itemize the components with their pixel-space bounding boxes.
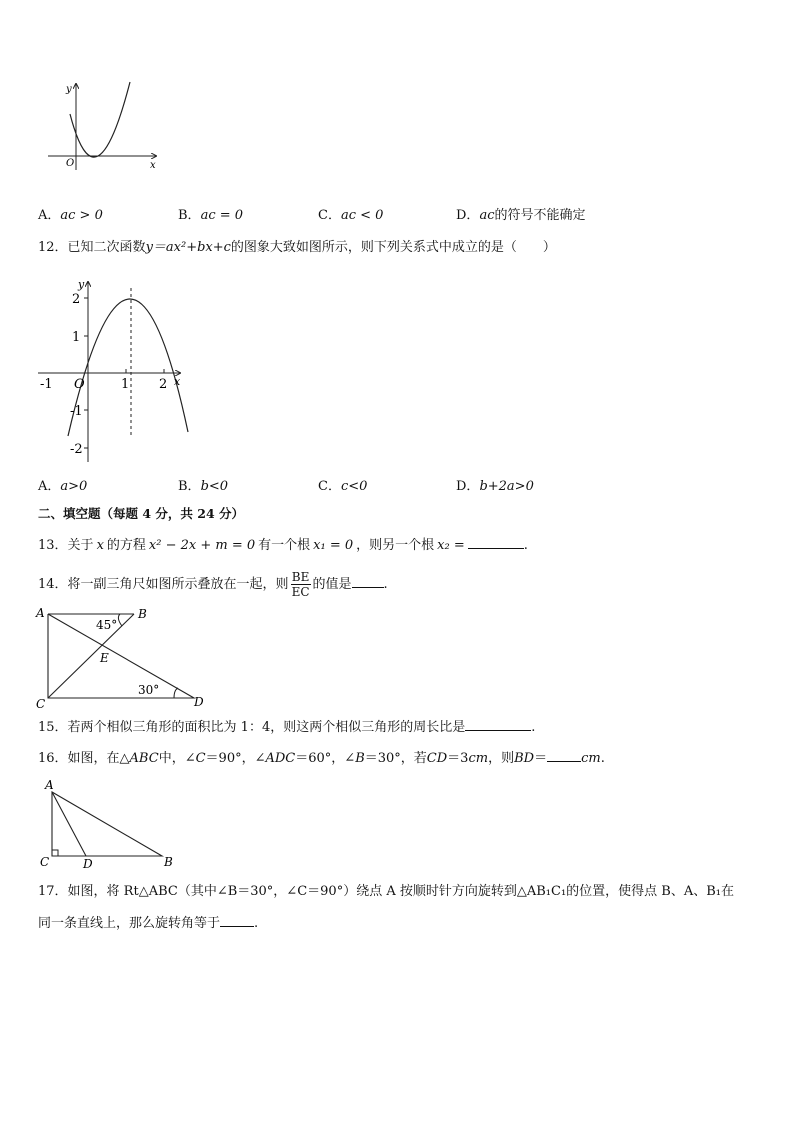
q16-triangle-figure [34,778,184,870]
q11-option-d-label: D． [456,208,480,223]
q12-option-d-text: b+2a>0 [479,479,534,494]
q13-text-2: 的方程 [106,538,146,553]
q16-text-1: 如图，在△ [67,751,130,766]
q12-option-d [456,478,534,496]
q12-stem-post: 的图象大致如图所示，则下列关系式中成立的是（ ） [230,240,556,255]
q17-stem-line1 [38,883,734,901]
q16-text-8: ＝ [534,751,548,766]
q11-option-d [456,207,585,225]
q12-parabola-curve [68,299,188,436]
q17-line1: 如图，将 Rt△ABC（其中∠B＝30°，∠C＝90°）绕点 A 按顺时针方向旋转到△AB₁C₁的位置，使得点 B、A、B₁在 [67,884,734,899]
q11-option-c-label: C． [318,208,341,223]
q14-number: 14． [38,577,68,592]
q14-angle-45-arc [118,614,122,626]
q11-option-b-text: ac = 0 [200,208,244,223]
q13-number: 13． [38,538,68,553]
q12-y-label-2: 2 [72,292,81,307]
q13-root2: x₂ = [437,538,465,553]
q12-option-a-label: A． [38,479,61,494]
q16-text-6: ＝3 [447,751,469,766]
q15-end: . [531,720,536,735]
q16-stem [38,749,605,768]
q14-fraction-numerator: BE [291,570,310,584]
q15-text: 若两个相似三角形的面积比为 1：4，则这两个相似三角形的周长比是 [67,720,466,735]
q14-label-b: B [138,607,147,621]
q13-end: . [523,538,528,553]
q11-origin-label: O [66,158,75,169]
q16-text-2: 中，∠ [158,751,196,766]
q13-text-3: 有一个根 [258,538,311,553]
q12-option-c-text: c<0 [340,479,368,494]
q13-text-1: 关于 [67,538,94,553]
q12-option-b-text: b<0 [200,479,229,494]
q12-x-label-neg1: -1 [40,377,53,392]
q12-origin-label: O [74,377,85,392]
q14-label-a: A [36,606,45,620]
q14-text-2: 的值是 [312,577,352,592]
q12-option-b [178,478,228,496]
q15-number: 15． [38,720,68,735]
q11-parabola-curve [70,82,130,157]
q12-y-label-neg1: -1 [70,404,83,419]
q13-var: x [96,538,104,553]
q16-text-3: ＝90°，∠ [205,751,266,766]
q14-answer-blank[interactable] [352,575,384,588]
q12-y-label-neg2: -2 [70,442,83,457]
q12-x-label-1: 1 [121,377,130,392]
q17-number: 17． [38,884,68,899]
q17-end: . [254,916,259,931]
q12-y-label-1: 1 [72,330,81,345]
q13-answer-blank[interactable] [468,536,524,549]
q12-option-d-label: D． [456,479,480,494]
q17-answer-blank[interactable] [220,914,254,927]
q16-right-angle-mark [52,850,58,856]
q12-parabola-figure [34,276,194,466]
q14-stem [38,567,388,603]
q12-axis-y-label: y [78,278,85,291]
q16-bd: BD [514,751,535,766]
q13-text-4: ，则另一个根 [356,538,435,553]
q16-text-5: ＝30°，若 [364,751,427,766]
q16-angle-b: B [355,751,365,766]
q16-end: . [600,751,605,766]
section-2-title: 二、填空题（每题 4 分，共 24 分） [38,506,245,521]
q16-number: 16． [38,751,68,766]
q11-option-d-text: 的符号不能确定 [494,208,586,223]
q16-answer-blank[interactable] [547,749,581,762]
q12-x-label-2: 2 [159,377,168,392]
q12-function: y＝ax²+bx+c [145,240,231,255]
q11-y-label: y [66,84,72,95]
q16-label-a: A [45,778,54,792]
q11-option-a-label: A． [38,208,61,223]
q12-option-a-text: a>0 [60,479,88,494]
q15-stem [38,718,535,737]
q12-option-c [318,478,367,496]
q11-x-label: x [150,160,156,171]
q16-unit-2: cm [581,751,601,766]
q14-label-c: C [36,697,46,710]
q14-angle-30-arc [174,688,178,698]
q12-stem [38,239,556,257]
q12-option-b-label: B． [178,479,201,494]
q12-option-a [38,478,87,496]
q11-option-b [178,207,243,225]
q12-axis-x-label: x [174,375,181,388]
q14-angle-30-label: 30° [138,683,160,697]
q11-option-c [318,207,383,225]
q12-stem-pre: 已知二次函数 [67,240,146,255]
q16-label-d: D [83,857,93,870]
q13-equation: x² − 2x + m = 0 [148,538,256,553]
q14-text-1: 将一副三角尺如图所示叠放在一起，则 [67,577,289,592]
q16-label-b: B [164,855,173,869]
q11-option-c-text: ac < 0 [340,208,384,223]
q11-parabola-figure [44,80,166,172]
q14-triangle-figure [34,604,214,710]
q16-cd: CD [426,751,448,766]
q16-tri: ABC [129,751,159,766]
q14-end: . [383,577,388,592]
q11-option-a-text: ac > 0 [60,208,103,223]
q11-option-a [38,207,103,225]
q16-text-4: ＝60°，∠ [295,751,356,766]
q11-option-d-var: ac [479,208,495,223]
q14-fraction-denominator: EC [291,585,310,599]
q14-label-d: D [194,695,204,709]
q11-option-b-label: B． [178,208,201,223]
q16-angle-adc: ADC [265,751,296,766]
q15-answer-blank[interactable] [465,718,531,731]
q13-stem [38,536,528,555]
q17-stem-line2 [38,914,258,933]
q16-label-c: C [40,855,50,869]
q14-angle-45-label: 45° [96,618,118,632]
q12-number: 12． [38,240,68,255]
q16-unit-1: cm [468,751,489,766]
q17-line2: 同一条直线上，那么旋转角等于 [38,916,221,931]
q12-option-c-label: C． [318,479,341,494]
q13-root1: x₁ = 0 [313,538,354,553]
q16-text-7: ，则 [488,751,515,766]
q14-fraction [291,570,311,599]
q16-angle-c: C [195,751,206,766]
q14-label-e: E [100,651,109,665]
